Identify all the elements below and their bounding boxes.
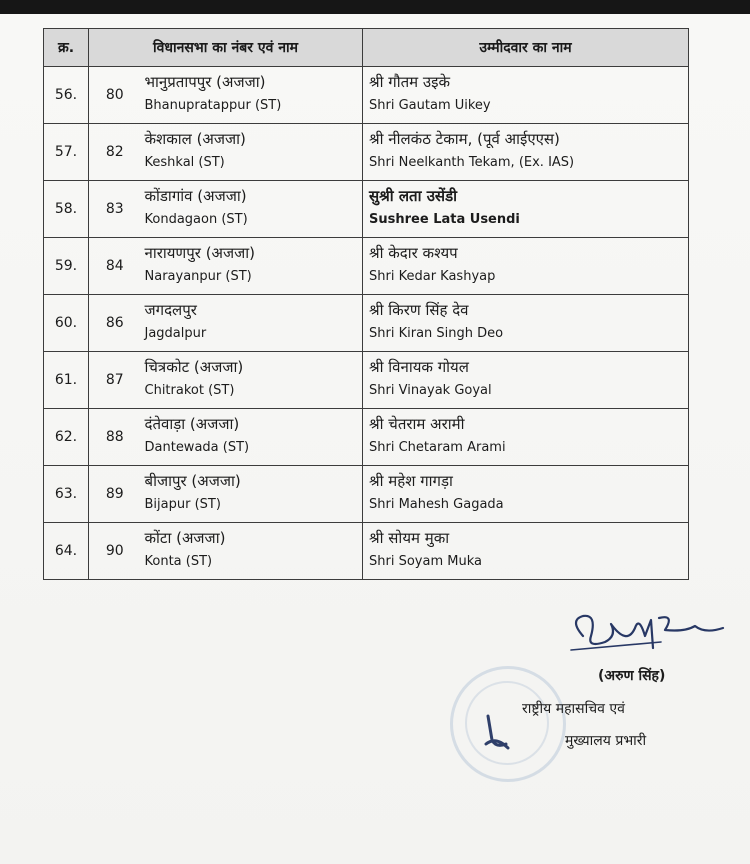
table-row xyxy=(44,295,689,352)
candidate-cell xyxy=(363,523,689,580)
candidate-name-english: Shri Vinayak Goyal xyxy=(369,383,492,398)
candidate-name-hindi: श्री महेश गागड़ा xyxy=(369,472,453,490)
table-row xyxy=(44,466,689,523)
candidate-name-english: Shri Kiran Singh Deo xyxy=(369,326,504,341)
candidate-cell xyxy=(363,352,689,409)
table-header-row xyxy=(44,29,689,67)
table-row xyxy=(44,181,689,238)
candidate-name-english: Shri Soyam Muka xyxy=(369,554,482,569)
serial-cell: 61. xyxy=(44,352,89,409)
constituency-number: 89 xyxy=(89,466,141,523)
document-page xyxy=(0,14,750,864)
constituency-number: 86 xyxy=(89,295,141,352)
constituency-name-english: Bhanupratappur (ST) xyxy=(144,98,282,113)
table-row xyxy=(44,409,689,466)
constituency-name-hindi: नारायणपुर (अजजा) xyxy=(144,244,256,262)
candidate-name-english: Shri Neelkanth Tekam, (Ex. IAS) xyxy=(369,155,575,170)
constituency-cell xyxy=(141,238,363,295)
candidate-name-hindi: श्री चेतराम अरामी xyxy=(369,415,465,433)
candidate-name-english: Shri Gautam Uikey xyxy=(369,98,491,113)
header-candidate: उम्मीदवार का नाम xyxy=(363,29,689,67)
candidate-cell xyxy=(363,409,689,466)
candidate-table xyxy=(43,28,689,580)
signatory-name: (अरुण सिंह) xyxy=(598,668,666,684)
constituency-cell xyxy=(141,67,363,124)
candidate-cell xyxy=(363,466,689,523)
candidate-cell xyxy=(363,181,689,238)
constituency-name-hindi: कोंटा (अजजा) xyxy=(144,529,226,547)
constituency-name-hindi: दंतेवाड़ा (अजजा) xyxy=(144,415,240,433)
candidate-name-english: Shri Kedar Kashyap xyxy=(369,269,496,284)
handwritten-signature xyxy=(565,606,725,666)
constituency-name-english: Bijapur (ST) xyxy=(144,497,221,512)
top-bar xyxy=(0,0,750,14)
constituency-name-hindi: जगदलपुर xyxy=(144,301,197,319)
candidate-name-hindi: श्री गौतम उइके xyxy=(369,73,451,91)
serial-cell: 57. xyxy=(44,124,89,181)
constituency-number: 87 xyxy=(89,352,141,409)
constituency-number: 83 xyxy=(89,181,141,238)
constituency-name-hindi: केशकाल (अजजा) xyxy=(144,130,246,148)
candidate-name-english: Shri Mahesh Gagada xyxy=(369,497,504,512)
serial-cell: 58. xyxy=(44,181,89,238)
serial-cell: 59. xyxy=(44,238,89,295)
constituency-cell xyxy=(141,352,363,409)
table-row xyxy=(44,523,689,580)
constituency-name-english: Jagdalpur xyxy=(144,326,207,341)
table-row xyxy=(44,238,689,295)
constituency-name-english: Narayanpur (ST) xyxy=(144,269,252,284)
constituency-cell xyxy=(141,181,363,238)
constituency-number: 80 xyxy=(89,67,141,124)
candidate-name-hindi: श्री सोयम मुका xyxy=(369,529,450,547)
header-constituency: विधानसभा का नंबर एवं नाम xyxy=(89,29,363,67)
constituency-number: 90 xyxy=(89,523,141,580)
candidate-name-hindi: श्री किरण सिंह देव xyxy=(369,301,469,319)
table-row xyxy=(44,352,689,409)
candidate-cell xyxy=(363,295,689,352)
candidate-name-hindi: सुश्री लता उसेंडी xyxy=(369,187,457,205)
candidate-cell xyxy=(363,67,689,124)
signatory-title-line-2: मुख्यालय प्रभारी xyxy=(565,733,647,749)
signature-block xyxy=(470,606,730,766)
constituency-name-english: Konta (ST) xyxy=(144,554,213,569)
constituency-name-english: Chitrakot (ST) xyxy=(144,383,235,398)
constituency-cell xyxy=(141,409,363,466)
constituency-name-hindi: भानुप्रतापपुर (अजजा) xyxy=(144,73,266,91)
constituency-number: 84 xyxy=(89,238,141,295)
stamp-ink-mark xyxy=(482,714,518,754)
constituency-name-english: Keshkal (ST) xyxy=(144,155,225,170)
candidate-name-english: Shri Chetaram Arami xyxy=(369,440,506,455)
constituency-name-hindi: बीजापुर (अजजा) xyxy=(144,472,241,490)
candidate-name-hindi: श्री केदार कश्यप xyxy=(369,244,458,262)
candidate-cell xyxy=(363,238,689,295)
constituency-cell xyxy=(141,466,363,523)
candidate-name-hindi: श्री नीलकंठ टेकाम, (पूर्व आईएएस) xyxy=(369,130,560,148)
constituency-cell xyxy=(141,523,363,580)
constituency-cell xyxy=(141,124,363,181)
constituency-number: 88 xyxy=(89,409,141,466)
serial-cell: 62. xyxy=(44,409,89,466)
candidate-cell xyxy=(363,124,689,181)
table-row xyxy=(44,124,689,181)
constituency-cell xyxy=(141,295,363,352)
signatory-title-line-1: राष्ट्रीय महासचिव एवं xyxy=(522,701,625,717)
constituency-name-english: Dantewada (ST) xyxy=(144,440,250,455)
constituency-name-english: Kondagaon (ST) xyxy=(144,212,248,227)
serial-cell: 56. xyxy=(44,67,89,124)
constituency-name-hindi: चित्रकोट (अजजा) xyxy=(144,358,244,376)
serial-cell: 60. xyxy=(44,295,89,352)
table-row xyxy=(44,67,689,124)
candidate-name-english: Sushree Lata Usendi xyxy=(369,212,520,227)
serial-cell: 63. xyxy=(44,466,89,523)
header-serial: क्र. xyxy=(44,29,89,67)
constituency-number: 82 xyxy=(89,124,141,181)
constituency-name-hindi: कोंडागांव (अजजा) xyxy=(144,187,247,205)
candidate-name-hindi: श्री विनायक गोयल xyxy=(369,358,469,376)
serial-cell: 64. xyxy=(44,523,89,580)
